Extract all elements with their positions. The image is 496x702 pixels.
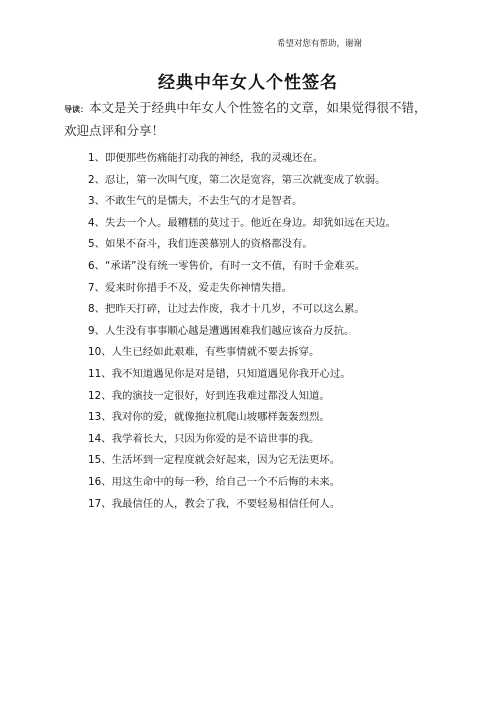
list-item: 9、人生没有事事顺心越是遭遇困难我们越应该奋力反抗。 [88, 324, 355, 337]
list-item: 4、失去一个人。最糟糕的莫过于。他近在身边。却犹如远在天边。 [88, 216, 396, 229]
list-item: 16、用这生命中的每一秒，给自己一个不后悔的未来。 [88, 475, 341, 488]
list-item: 8、把昨天打碎，让过去作废，我才十几岁，不可以这么累。 [88, 303, 365, 316]
list-item: 10、人生已经如此艰难，有些事情就不要去拆穿。 [88, 346, 320, 359]
list-item: 11、我不知道遇见你是对是错，只知道遇见你我开心过。 [88, 367, 351, 380]
list-item: 17、我最信任的人，教会了我，不要轻易相信任何人。 [88, 497, 341, 510]
intro-text: 本文是关于经典中年女人个性签名的文章，如果觉得很不错，欢迎点评和分享！ [64, 100, 427, 138]
document-title: 经典中年女人个性签名 [158, 73, 338, 93]
header-note: 希望对您有帮助，谢谢 [276, 39, 362, 49]
list-item: 5、如果不奋斗，我们连羡慕别人的资格都没有。 [88, 238, 313, 251]
intro-paragraph [64, 97, 434, 141]
list-item: 2、忍让，第一次叫气度，第二次是宽容，第三次就变成了软弱。 [88, 173, 386, 186]
list-item: 14、我学着长大，只因为你爱的是不谙世事的我。 [88, 432, 320, 445]
list-item: 13、我对你的爱，就像拖拉机爬山坡哪样轰轰烈烈。 [88, 411, 330, 424]
list-item: 7、爱来时你措手不及，爱走失你神情失措。 [88, 281, 293, 294]
intro-label: 导读： [64, 105, 88, 114]
list-item: 6、“承诺”没有统一零售价，有时一文不值，有时千金难买。 [88, 259, 366, 272]
list-item: 1、即便那些伤痛能打动我的神经，我的灵魂还在。 [88, 152, 324, 164]
list-item: 15、生活坏到一定程度就会好起来，因为它无法更坏。 [88, 454, 341, 467]
list-item: 12、我的演技一定很好，好到连我难过都没人知道。 [88, 389, 330, 402]
signature-list [64, 148, 434, 515]
list-item: 3、不敢生气的是懦夫，不去生气的才是智者。 [88, 195, 303, 208]
